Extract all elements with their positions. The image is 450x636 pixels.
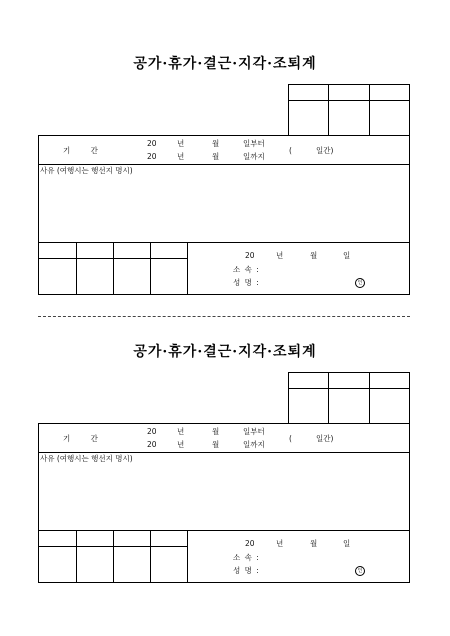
from-year-char: 년 [177, 139, 185, 148]
leave-form-bottom [0, 288, 450, 588]
seal-mark: 인 [355, 278, 365, 288]
sign-cell-3[interactable] [114, 547, 150, 582]
period-label: 기 간 [63, 434, 98, 443]
days-close: 일간) [316, 146, 334, 155]
date-year-char: 년 [276, 251, 284, 260]
days-open: ( [289, 146, 292, 155]
reason-field[interactable] [39, 176, 409, 242]
date-month-char: 월 [310, 539, 318, 548]
sign-cell-2[interactable] [77, 547, 113, 582]
from-year[interactable]: 20 [147, 139, 157, 148]
to-year-char: 년 [177, 152, 185, 161]
to-suffix: 일까지 [243, 152, 265, 161]
approval-cell-2[interactable] [329, 101, 369, 135]
to-month-char: 월 [212, 440, 220, 449]
to-suffix: 일까지 [243, 440, 265, 449]
date-month-char: 월 [310, 251, 318, 260]
form-title: 공가·휴가·결근·지각·조퇴계 [133, 56, 317, 72]
date-year[interactable]: 20 [245, 251, 255, 260]
date-day-char: 일 [343, 251, 351, 260]
approval-cell-1[interactable] [289, 101, 328, 135]
seal-mark: 인 [355, 566, 365, 576]
sign-cell-4[interactable] [151, 547, 187, 582]
to-year[interactable]: 20 [147, 152, 157, 161]
reason-label: 사유 (여행시는 행선지 명시) [40, 166, 133, 175]
reason-label: 사유 (여행시는 행선지 명시) [40, 454, 133, 463]
from-month-char: 월 [212, 139, 220, 148]
days-close: 일간) [316, 434, 334, 443]
approval-cell-2[interactable] [329, 389, 369, 423]
affiliation-label: 소 속 : [233, 553, 259, 562]
from-suffix: 일부터 [243, 139, 265, 148]
name-label: 성 명 : [233, 278, 259, 287]
date-year-char: 년 [276, 539, 284, 548]
leave-form-top [0, 0, 450, 300]
from-suffix: 일부터 [243, 427, 265, 436]
date-year[interactable]: 20 [245, 539, 255, 548]
to-month-char: 월 [212, 152, 220, 161]
days-open: ( [289, 434, 292, 443]
form-title: 공가·휴가·결근·지각·조퇴계 [133, 344, 317, 360]
period-label: 기 간 [63, 146, 98, 155]
reason-field[interactable] [39, 464, 409, 530]
from-year[interactable]: 20 [147, 427, 157, 436]
approval-cell-1[interactable] [289, 389, 328, 423]
from-year-char: 년 [177, 427, 185, 436]
date-day-char: 일 [343, 539, 351, 548]
approval-cell-3[interactable] [370, 389, 409, 423]
approval-cell-3[interactable] [370, 101, 409, 135]
from-month-char: 월 [212, 427, 220, 436]
sign-cell-1[interactable] [39, 547, 76, 582]
to-year[interactable]: 20 [147, 440, 157, 449]
to-year-char: 년 [177, 440, 185, 449]
name-label: 성 명 : [233, 566, 259, 575]
affiliation-label: 소 속 : [233, 265, 259, 274]
